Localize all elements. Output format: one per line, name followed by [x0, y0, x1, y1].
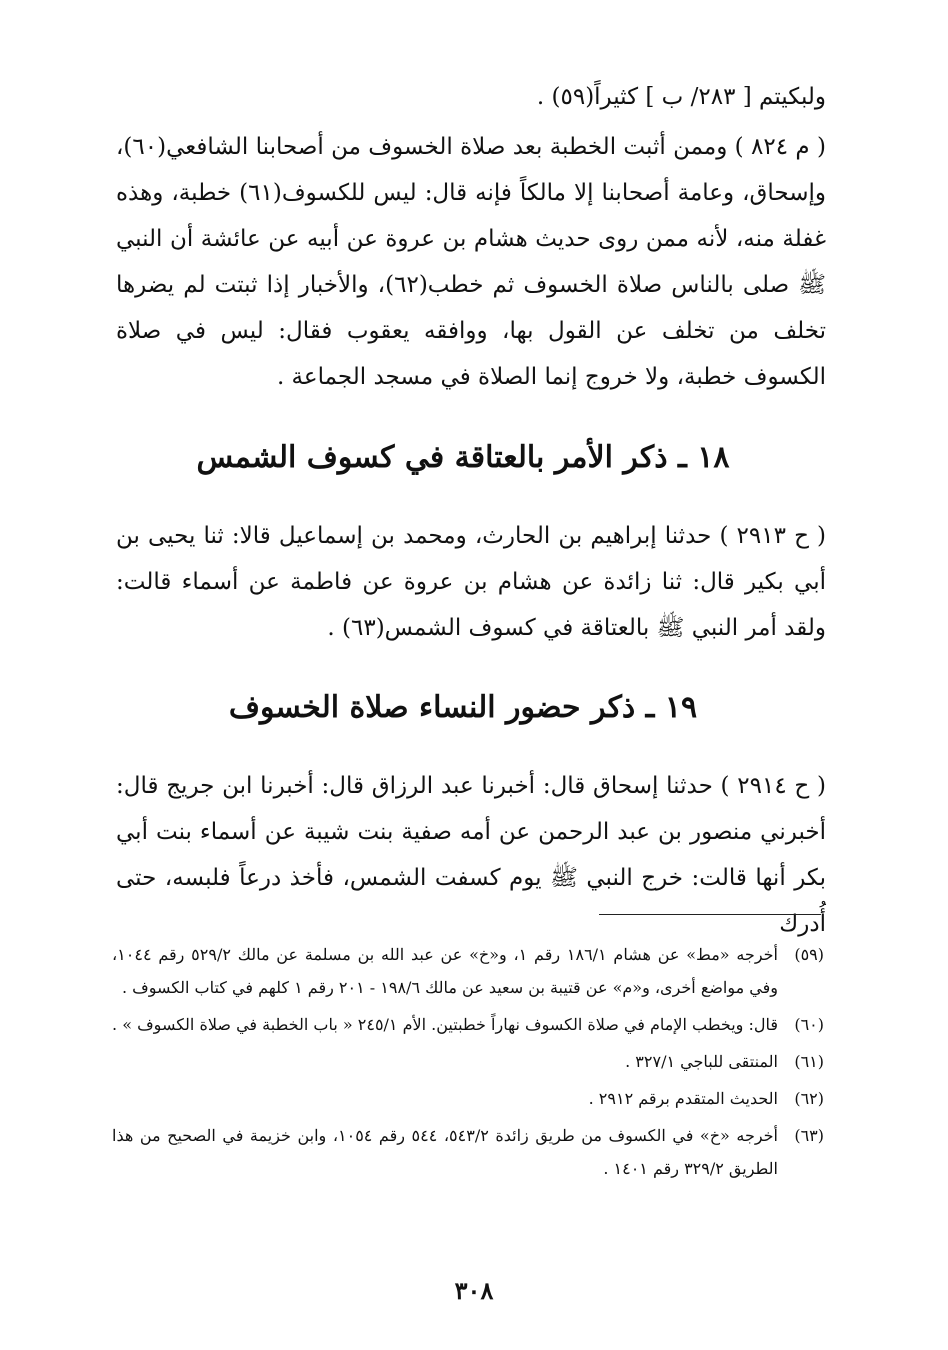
- section-heading-18: ١٨ ـ ذكر الأمر بالعتاقة في كسوف الشمس: [196, 440, 730, 475]
- footnote-59: [112, 938, 824, 1004]
- footnote-60: [112, 1008, 824, 1041]
- footnotes: [112, 938, 824, 1189]
- footnote-divider: [599, 914, 821, 915]
- footnote-61: [112, 1045, 824, 1078]
- footnote-text: المنتقى للباجي ٣٢٧/١ .: [625, 1052, 778, 1071]
- footnote-text: قال: ويخطب الإمام في صلاة الكسوف نهاراً خطبتين. الأم ٢٤٥/١ « باب الخطبة في صلاة الكسوف » .: [112, 1015, 778, 1034]
- footnote-text: الحديث المتقدم برقم ٢٩١٢ .: [588, 1089, 778, 1108]
- footnote-number: (٦٢): [794, 1089, 824, 1108]
- paragraph-h2913: ( ح ٢٩١٣ ) حدثنا إبراهيم بن الحارث، ومحمد بن إسماعيل قالا: ثنا يحيى بن أبي بكير قال: ثنا زائدة عن هشام بن عروة عن فاطمة عن أسماء قالت: ولقد أمر النبي ﷺ بالعتاقة في كسوف الشمس(٦٣) .: [116, 523, 826, 641]
- footnote-text: أخرجه «خ» في الكسوف من طريق زائدة ٥٤٣/٢، ٥٤٤ رقم ١٠٥٤، وابن خزيمة في الصحيح من هذا الطريق ٣٢٩/٢ رقم ١٤٠١ .: [112, 1126, 779, 1178]
- page-number: ٣٠٨: [454, 1276, 494, 1305]
- paragraph-m824: ( م ٨٢٤ ) وممن أثبت الخطبة بعد صلاة الخسوف من أصحابنا الشافعي(٦٠)، وإسحاق، وعامة أصحابنا إلا مالكاً فإنه قال: ليس للكسوف(٦١) خطبة، وهذه غفلة منه، لأنه ممن روى حديث هشام بن عروة عن أبيه عن عائشة أن النبي ﷺ صلى بالناس صلاة الخسوف ثم خطب(٦٢)، والأخبار إذا ثبتت لم يضرها تخلف من تخلف عن القول بها، ووافقه يعقوب فقال: ليس في صلاة الكسوف خطبة، ولا خروج إنما الصلاة في مسجد الجماعة .: [116, 134, 826, 390]
- opening-line: ولبكيتم [ ٢٨٣/ ب ] كثيراً(٥٩) .: [536, 84, 826, 110]
- footnote-number: (٥٩): [794, 945, 824, 964]
- footnote-number: (٦٠): [794, 1015, 824, 1034]
- footnote-text: أخرجه «مط» عن هشام ١٨٦/١ رقم ١، و«خ» عن عبد الله بن مسلمة عن مالك ٥٢٩/٢ رقم ١٠٤٤، وفي مواضع أخرى، و«م» عن قتيبة بن سعيد عن مالك ١٩٨/٦ - ٢٠١ رقم ١ كلهم في كتاب الكسوف .: [112, 945, 778, 997]
- section-heading-19: ١٩ ـ ذكر حضور النساء صلاة الخسوف: [228, 690, 698, 725]
- paragraph-h2914: ( ح ٢٩١٤ ) حدثنا إسحاق قال: أخبرنا عبد الرزاق قال: أخبرنا ابن جريج قال: أخبرني منصور بن عبد الرحمن عن أمه صفية بنت شيبة عن أسماء بنت أبي بكر أنها قالت: خرج النبي ﷺ يوم كسفت الشمس، فأخذ درعاً فلبسه، حتى أُدرك: [116, 773, 827, 937]
- footnote-number: (٦٣): [794, 1126, 824, 1145]
- footnote-62: [112, 1082, 824, 1115]
- footnote-number: (٦١): [794, 1052, 824, 1071]
- footnote-63: [112, 1119, 824, 1185]
